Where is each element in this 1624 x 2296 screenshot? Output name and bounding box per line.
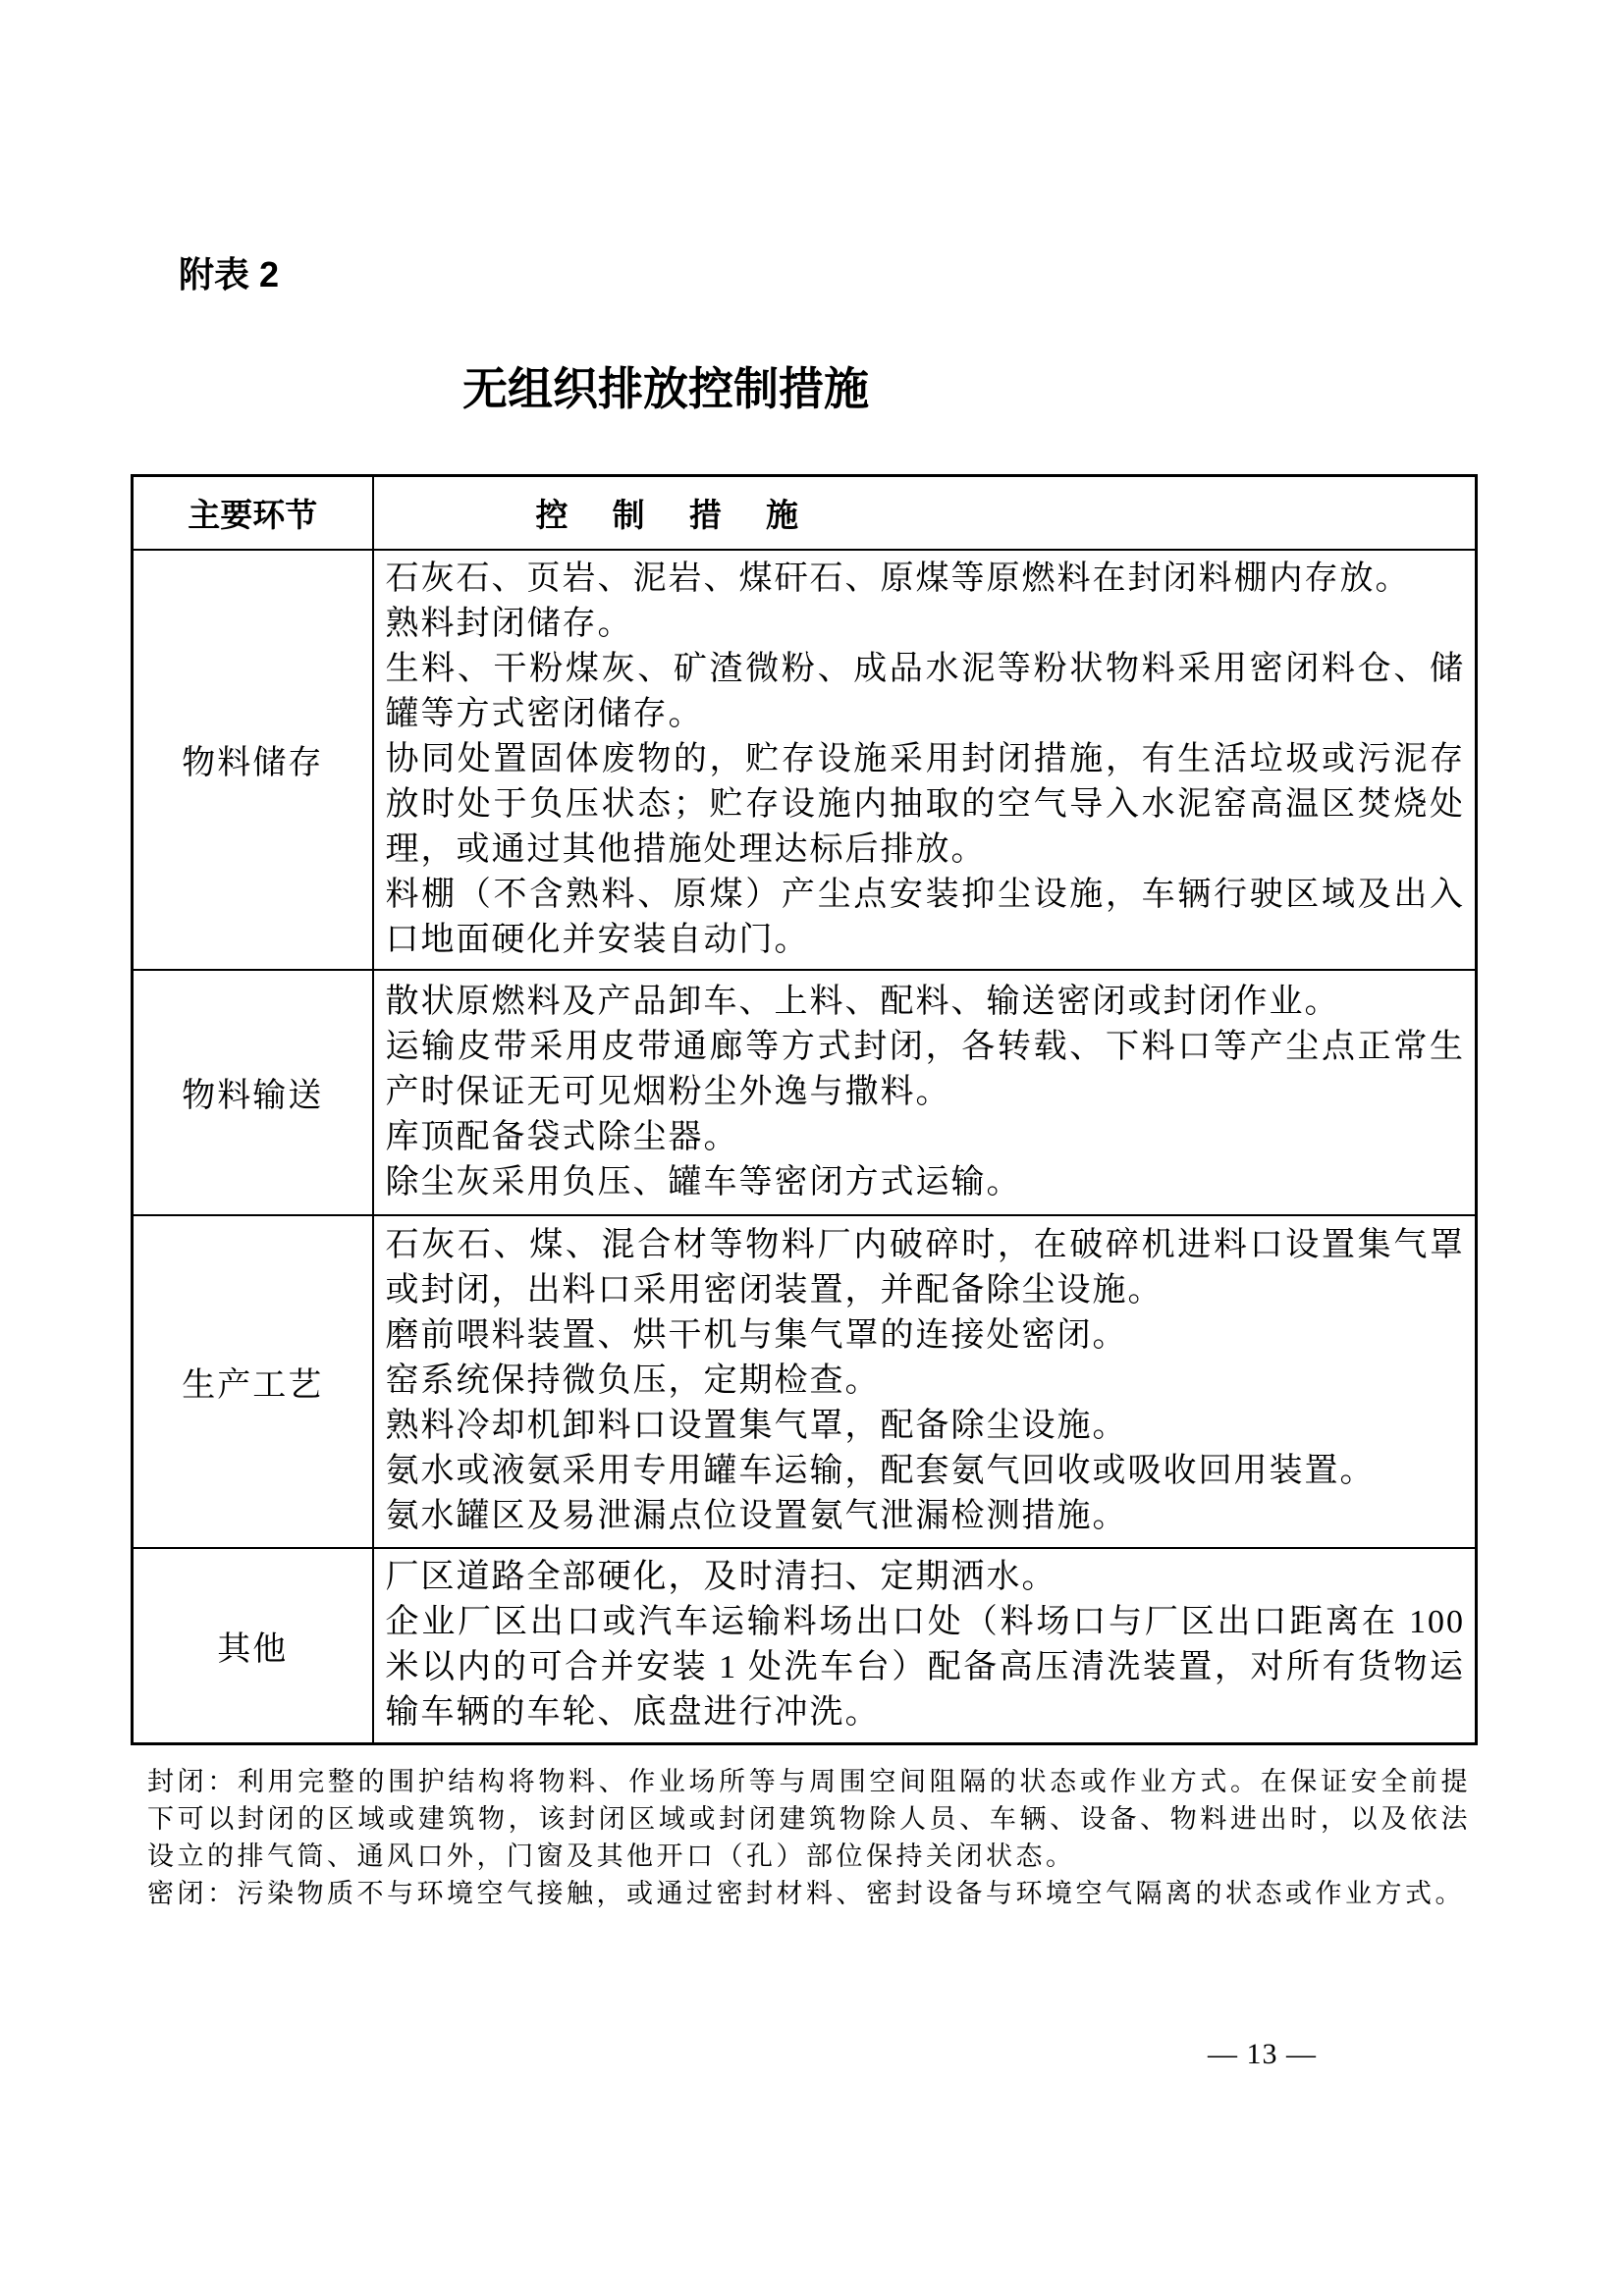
page-title: 无组织排放控制措施	[462, 363, 869, 414]
table-row-production-process	[133, 1215, 1477, 1548]
measure-paragraph: 生料、干粉煤灰、矿渣微粉、成品水泥等粉状物料采用密闭料仓、储罐等方式密闭储存。	[385, 650, 1465, 732]
table-header-row	[133, 476, 1477, 550]
measure-paragraph: 运输皮带采用皮带通廊等方式封闭，各转载、下料口等产尘点正常生产时保证无可见烟粉尘外逸与撒料。	[385, 1028, 1465, 1110]
measure-paragraph: 库顶配备袋式除尘器。	[385, 1118, 739, 1155]
measure-paragraph: 料棚（不含熟料、原煤）产尘点安装抑尘设施，车辆行驶区域及出入口地面硬化并安装自动门。	[385, 876, 1465, 958]
stage-cell: 物料储存	[133, 550, 373, 970]
table-row-material-storage	[133, 550, 1477, 970]
measures-cell	[373, 1548, 1477, 1744]
measure-paragraph: 协同处置固体废物的，贮存设施采用封闭措施，有生活垃圾或污泥存放时处于负压状态；贮存设施内抽取的空气导入水泥窑高温区焚烧处理，或通过其他措施处理达标后排放。	[385, 740, 1465, 868]
measures-column-header: 控 制 措 施	[373, 476, 1477, 550]
footnote-mibi: 密闭：污染物质不与环境空气接触，或通过密封材料、密封设备与环境空气隔离的状态或作业方式。	[147, 1879, 1465, 1908]
measure-paragraph: 散状原燃料及产品卸车、上料、配料、输送密闭或封闭作业。	[385, 983, 1340, 1020]
stage-cell: 物料输送	[133, 970, 373, 1215]
measures-cell	[373, 550, 1477, 970]
appendix-label: 附表 2	[179, 254, 280, 294]
measure-paragraph: 石灰石、煤、混合材等物料厂内破碎时，在破碎机进料口设置集气罩或封闭，出料口采用密闭装置，并配备除尘设施。	[385, 1227, 1465, 1308]
measure-paragraph: 石灰石、页岩、泥岩、煤矸石、原煤等原燃料在封闭料棚内存放。	[385, 560, 1411, 597]
measure-paragraph: 磨前喂料装置、烘干机与集气罩的连接处密闭。	[385, 1317, 1128, 1354]
stage-cell: 生产工艺	[133, 1215, 373, 1548]
measures-cell	[373, 970, 1477, 1215]
footnote-fengbi: 封闭：利用完整的围护结构将物料、作业场所等与周围空间阻隔的状态或作业方式。在保证安全前提下可以封闭的区域或建筑物，该封闭区域或封闭建筑物除人员、车辆、设备、物料进出时，以及依法设立的排气筒、通风口外，门窗及其他开口（孔）部位保持关闭状态。	[147, 1767, 1471, 1871]
measure-paragraph: 除尘灰采用负压、罐车等密闭方式运输。	[385, 1163, 1022, 1201]
page-number: — 13 —	[1208, 2038, 1317, 2070]
footnotes	[147, 1763, 1471, 1912]
measure-paragraph: 企业厂区出口或汽车运输料场出口处（料场口与厂区出口距离在 100 米以内的可合并安装 1 处洗车台）配备高压清洗装置，对所有货物运输车辆的车轮、底盘进行冲洗。	[385, 1604, 1465, 1732]
measure-paragraph: 氨水罐区及易泄漏点位设置氨气泄漏检测措施。	[385, 1498, 1128, 1534]
measure-paragraph: 厂区道路全部硬化，及时清扫、定期洒水。	[385, 1559, 1057, 1596]
control-measures-table	[131, 474, 1478, 1745]
table-row-other	[133, 1548, 1477, 1744]
table-row-material-transport	[133, 970, 1477, 1215]
measure-paragraph: 熟料冷却机卸料口设置集气罩，配备除尘设施。	[385, 1408, 1128, 1444]
measure-paragraph: 熟料封闭储存。	[385, 605, 633, 642]
stage-column-header: 主要环节	[133, 476, 373, 550]
measure-paragraph: 窑系统保持微负压，定期检查。	[385, 1362, 881, 1399]
stage-cell: 其他	[133, 1548, 373, 1744]
measure-paragraph: 氨水或液氨采用专用罐车运输，配套氨气回收或吸收回用装置。	[385, 1453, 1376, 1489]
measures-cell	[373, 1215, 1477, 1548]
